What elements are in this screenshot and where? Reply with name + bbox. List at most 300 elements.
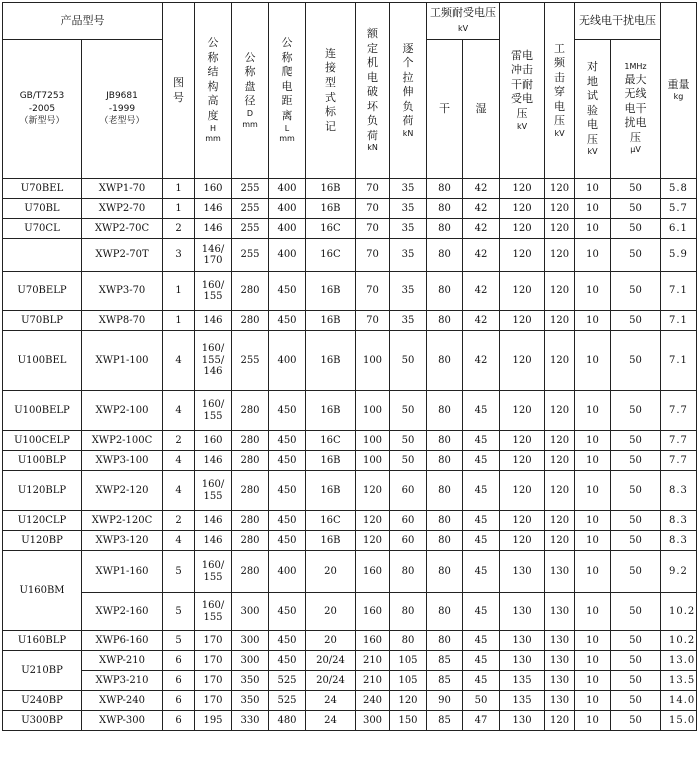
cell-old-model: XWP3-100 xyxy=(82,451,163,471)
figure-no-header: 图号 xyxy=(163,3,195,179)
cell-h: 195 xyxy=(195,711,232,731)
cell-light: 130 xyxy=(500,631,545,651)
cell-new-model: U70BLP xyxy=(3,311,82,331)
cell-old-model: XWP-210 xyxy=(82,651,163,671)
cell-fig: 6 xyxy=(163,691,195,711)
cell-old-model: XWP2-70 xyxy=(82,199,163,219)
cell-rf-kv: 10 xyxy=(575,199,611,219)
table-row xyxy=(3,391,697,431)
cell-new-model: U100BEL xyxy=(3,331,82,391)
cell-h: 160/ 155 xyxy=(195,551,232,593)
cell-h: 160/ 155 xyxy=(195,471,232,511)
cell-tens: 150 xyxy=(390,711,427,731)
cell-conn: 16B xyxy=(306,331,356,391)
cell-weight: 8.3 xyxy=(661,471,697,511)
cell-rf-kv: 10 xyxy=(575,179,611,199)
cell-l: 450 xyxy=(269,631,306,651)
cell-wet: 42 xyxy=(463,199,500,219)
cell-rf-uv: 50 xyxy=(611,471,661,511)
cell-mech: 100 xyxy=(356,451,390,471)
cell-h: 146 xyxy=(195,311,232,331)
table-row xyxy=(3,691,697,711)
cell-old-model: XWP2-70C xyxy=(82,219,163,239)
cell-dry: 80 xyxy=(427,593,463,631)
cell-d: 300 xyxy=(232,651,269,671)
cell-fig: 5 xyxy=(163,631,195,651)
cell-dry: 85 xyxy=(427,711,463,731)
cell-d: 350 xyxy=(232,671,269,691)
cell-l: 400 xyxy=(269,331,306,391)
cell-light: 120 xyxy=(500,311,545,331)
cell-weight: 10.2 xyxy=(661,593,697,631)
cell-rf-kv: 10 xyxy=(575,531,611,551)
cell-dry: 80 xyxy=(427,272,463,311)
cell-mech: 70 xyxy=(356,272,390,311)
cell-rf-kv: 10 xyxy=(575,511,611,531)
cell-wet: 42 xyxy=(463,219,500,239)
rf-interference-header: 无线电干扰电压 xyxy=(575,3,661,40)
cell-l: 400 xyxy=(269,551,306,593)
cell-h: 146 xyxy=(195,219,232,239)
cell-d: 350 xyxy=(232,691,269,711)
cell-rf-uv: 50 xyxy=(611,199,661,219)
cell-weight: 7.1 xyxy=(661,331,697,391)
table-row xyxy=(3,179,697,199)
cell-punct: 120 xyxy=(545,239,575,272)
cell-fig: 2 xyxy=(163,431,195,451)
cell-d: 280 xyxy=(232,431,269,451)
cell-new-model: U100BELP xyxy=(3,391,82,431)
table-row xyxy=(3,272,697,311)
cell-conn: 20 xyxy=(306,631,356,651)
cell-light: 120 xyxy=(500,331,545,391)
cell-new-model: U100CELP xyxy=(3,431,82,451)
cell-rf-uv: 50 xyxy=(611,511,661,531)
cell-dry: 80 xyxy=(427,451,463,471)
puncture-header: 工频击穿电压 kV xyxy=(545,3,575,179)
cell-d: 255 xyxy=(232,219,269,239)
cell-old-model: XWP6-160 xyxy=(82,631,163,651)
cell-light: 120 xyxy=(500,179,545,199)
cell-l: 450 xyxy=(269,451,306,471)
cell-wet: 42 xyxy=(463,311,500,331)
cell-rf-uv: 50 xyxy=(611,272,661,311)
cell-old-model: XWP2-100C xyxy=(82,431,163,451)
pf-withstand-header: 工频耐受电压 kV xyxy=(427,3,500,40)
cell-l: 400 xyxy=(269,219,306,239)
cell-l: 450 xyxy=(269,531,306,551)
cell-light: 130 xyxy=(500,651,545,671)
cell-h: 160/ 155/ 146 xyxy=(195,331,232,391)
cell-conn: 16C xyxy=(306,431,356,451)
table-row xyxy=(3,531,697,551)
cell-fig: 4 xyxy=(163,451,195,471)
cell-h: 146 xyxy=(195,511,232,531)
cell-wet: 45 xyxy=(463,451,500,471)
cell-rf-kv: 10 xyxy=(575,551,611,593)
cell-light: 120 xyxy=(500,239,545,272)
cell-h: 170 xyxy=(195,631,232,651)
cell-rf-uv: 50 xyxy=(611,711,661,731)
cell-weight: 7.7 xyxy=(661,391,697,431)
cell-dry: 80 xyxy=(427,179,463,199)
cell-h: 160/ 155 xyxy=(195,272,232,311)
cell-wet: 50 xyxy=(463,691,500,711)
cell-fig: 2 xyxy=(163,511,195,531)
cell-mech: 100 xyxy=(356,431,390,451)
cell-rf-kv: 10 xyxy=(575,593,611,631)
weight-header: 重量 kg xyxy=(661,3,697,179)
cell-weight: 8.3 xyxy=(661,511,697,531)
cell-rf-kv: 10 xyxy=(575,651,611,671)
cell-rf-kv: 10 xyxy=(575,471,611,511)
cell-weight: 5.7 xyxy=(661,199,697,219)
cell-rf-uv: 50 xyxy=(611,531,661,551)
cell-new-model: U70BL xyxy=(3,199,82,219)
cell-d: 280 xyxy=(232,451,269,471)
cell-new-model: U160BLP xyxy=(3,631,82,651)
cell-new-model xyxy=(3,239,82,272)
cell-old-model: XWP-240 xyxy=(82,691,163,711)
cell-d: 280 xyxy=(232,391,269,431)
cell-d: 330 xyxy=(232,711,269,731)
cell-punct: 120 xyxy=(545,531,575,551)
cell-tens: 80 xyxy=(390,551,427,593)
cell-mech: 160 xyxy=(356,631,390,651)
header-row-1 xyxy=(3,3,697,40)
cell-light: 135 xyxy=(500,671,545,691)
diameter-header: 公称盘径 D mm xyxy=(232,3,269,179)
cell-l: 450 xyxy=(269,391,306,431)
table-row xyxy=(3,511,697,531)
cell-tens: 80 xyxy=(390,631,427,651)
cell-weight: 14.0 xyxy=(661,691,697,711)
cell-d: 255 xyxy=(232,199,269,219)
cell-conn: 16B xyxy=(306,391,356,431)
cell-dry: 80 xyxy=(427,551,463,593)
cell-mech: 300 xyxy=(356,711,390,731)
cell-rf-kv: 10 xyxy=(575,239,611,272)
table-row xyxy=(3,311,697,331)
table-row xyxy=(3,711,697,731)
cell-light: 130 xyxy=(500,711,545,731)
cell-old-model: XWP2-70T xyxy=(82,239,163,272)
cell-conn: 16B xyxy=(306,531,356,551)
cell-l: 400 xyxy=(269,179,306,199)
cell-h: 146 xyxy=(195,531,232,551)
cell-fig: 4 xyxy=(163,331,195,391)
jb-standard-header: JB9681 -1999 （老型号） xyxy=(82,40,163,179)
cell-old-model: XWP3-70 xyxy=(82,272,163,311)
cell-light: 120 xyxy=(500,511,545,531)
cell-d: 280 xyxy=(232,511,269,531)
cell-punct: 120 xyxy=(545,431,575,451)
cell-rf-kv: 10 xyxy=(575,671,611,691)
cell-light: 130 xyxy=(500,593,545,631)
table-row xyxy=(3,239,697,272)
cell-conn: 24 xyxy=(306,691,356,711)
cell-new-model: U70CL xyxy=(3,219,82,239)
cell-rf-kv: 10 xyxy=(575,391,611,431)
height-header: 公称结构高度 H mm xyxy=(195,3,232,179)
tension-load-header: 逐个拉伸负荷 kN xyxy=(390,3,427,179)
cell-rf-kv: 10 xyxy=(575,311,611,331)
cell-light: 130 xyxy=(500,551,545,593)
table-row xyxy=(3,471,697,511)
cell-rf-uv: 50 xyxy=(611,331,661,391)
cell-conn: 20/24 xyxy=(306,671,356,691)
cell-wet: 45 xyxy=(463,551,500,593)
cell-wet: 42 xyxy=(463,272,500,311)
cell-fig: 1 xyxy=(163,179,195,199)
cell-conn: 20/24 xyxy=(306,651,356,671)
cell-wet: 42 xyxy=(463,239,500,272)
cell-old-model: XWP2-160 xyxy=(82,593,163,631)
cell-tens: 50 xyxy=(390,431,427,451)
cell-wet: 45 xyxy=(463,471,500,511)
cell-fig: 2 xyxy=(163,219,195,239)
cell-old-model: XWP3-210 xyxy=(82,671,163,691)
cell-wet: 45 xyxy=(463,391,500,431)
cell-punct: 120 xyxy=(545,311,575,331)
cell-tens: 50 xyxy=(390,331,427,391)
cell-h: 170 xyxy=(195,651,232,671)
cell-d: 255 xyxy=(232,179,269,199)
cell-new-model: U120CLP xyxy=(3,511,82,531)
cell-wet: 42 xyxy=(463,179,500,199)
table-row xyxy=(3,671,697,691)
cell-dry: 80 xyxy=(427,219,463,239)
cell-rf-uv: 50 xyxy=(611,391,661,431)
cell-l: 400 xyxy=(269,199,306,219)
cell-mech: 160 xyxy=(356,551,390,593)
cell-light: 120 xyxy=(500,431,545,451)
table-row xyxy=(3,651,697,671)
cell-h: 160 xyxy=(195,179,232,199)
cell-dry: 80 xyxy=(427,239,463,272)
cell-old-model: XWP1-100 xyxy=(82,331,163,391)
cell-mech: 120 xyxy=(356,511,390,531)
rf-max-header: 1MHz 最大无线电干扰电压 μV xyxy=(611,40,661,179)
cell-light: 120 xyxy=(500,531,545,551)
spec-table-body xyxy=(3,179,697,731)
cell-rf-uv: 50 xyxy=(611,311,661,331)
cell-rf-uv: 50 xyxy=(611,631,661,651)
cell-dry: 80 xyxy=(427,431,463,451)
dry-header: 干 xyxy=(427,40,463,179)
cell-dry: 90 xyxy=(427,691,463,711)
cell-old-model: XWP8-70 xyxy=(82,311,163,331)
cell-light: 135 xyxy=(500,691,545,711)
table-row xyxy=(3,219,697,239)
cell-punct: 130 xyxy=(545,671,575,691)
cell-rf-kv: 10 xyxy=(575,691,611,711)
table-row xyxy=(3,631,697,651)
mech-load-header: 额定机电破坏负荷 kN xyxy=(356,3,390,179)
cell-fig: 5 xyxy=(163,593,195,631)
cell-tens: 60 xyxy=(390,511,427,531)
cell-d: 255 xyxy=(232,239,269,272)
cell-old-model: XWP2-120C xyxy=(82,511,163,531)
cell-punct: 120 xyxy=(545,451,575,471)
cell-l: 480 xyxy=(269,711,306,731)
cell-weight: 7.1 xyxy=(661,311,697,331)
cell-weight: 15.0 xyxy=(661,711,697,731)
cell-light: 120 xyxy=(500,199,545,219)
table-row xyxy=(3,199,697,219)
cell-weight: 9.2 xyxy=(661,551,697,593)
cell-mech: 70 xyxy=(356,219,390,239)
cell-rf-kv: 10 xyxy=(575,631,611,651)
cell-conn: 16B xyxy=(306,272,356,311)
cell-punct: 120 xyxy=(545,331,575,391)
cell-rf-kv: 10 xyxy=(575,451,611,471)
cell-tens: 35 xyxy=(390,179,427,199)
cell-tens: 35 xyxy=(390,239,427,272)
cell-wet: 45 xyxy=(463,651,500,671)
cell-h: 146 xyxy=(195,451,232,471)
cell-weight: 13.5 xyxy=(661,671,697,691)
cell-d: 280 xyxy=(232,551,269,593)
cell-punct: 120 xyxy=(545,179,575,199)
cell-rf-kv: 10 xyxy=(575,219,611,239)
table-row xyxy=(3,593,697,631)
cell-conn: 16B xyxy=(306,311,356,331)
cell-new-model: U120BLP xyxy=(3,471,82,511)
cell-l: 450 xyxy=(269,511,306,531)
cell-new-model: U160BM xyxy=(3,551,82,631)
cell-tens: 50 xyxy=(390,391,427,431)
cell-new-model: U210BP xyxy=(3,651,82,691)
cell-tens: 60 xyxy=(390,531,427,551)
cell-punct: 120 xyxy=(545,199,575,219)
cell-punct: 130 xyxy=(545,593,575,631)
cell-tens: 35 xyxy=(390,272,427,311)
cell-punct: 120 xyxy=(545,711,575,731)
cell-d: 280 xyxy=(232,311,269,331)
table-row xyxy=(3,431,697,451)
cell-h: 170 xyxy=(195,691,232,711)
creepage-header: 公称爬电距离 L mm xyxy=(269,3,306,179)
cell-l: 525 xyxy=(269,671,306,691)
cell-weight: 7.1 xyxy=(661,272,697,311)
cell-punct: 120 xyxy=(545,511,575,531)
cell-fig: 5 xyxy=(163,551,195,593)
cell-weight: 7.7 xyxy=(661,451,697,471)
cell-mech: 210 xyxy=(356,671,390,691)
cell-light: 120 xyxy=(500,451,545,471)
cell-wet: 45 xyxy=(463,593,500,631)
cell-tens: 120 xyxy=(390,691,427,711)
cell-tens: 60 xyxy=(390,471,427,511)
cell-mech: 240 xyxy=(356,691,390,711)
cell-new-model: U70BELP xyxy=(3,272,82,311)
cell-light: 120 xyxy=(500,272,545,311)
cell-wet: 45 xyxy=(463,511,500,531)
product-model-header: 产品型号 xyxy=(3,3,163,40)
cell-weight: 7.7 xyxy=(661,431,697,451)
cell-new-model: U100BLP xyxy=(3,451,82,471)
cell-mech: 70 xyxy=(356,199,390,219)
cell-new-model: U240BP xyxy=(3,691,82,711)
cell-fig: 4 xyxy=(163,471,195,511)
cell-tens: 35 xyxy=(390,199,427,219)
cell-h: 160 xyxy=(195,431,232,451)
cell-old-model: XWP3-120 xyxy=(82,531,163,551)
insulator-spec-table xyxy=(2,2,697,731)
cell-dry: 80 xyxy=(427,471,463,511)
cell-wet: 42 xyxy=(463,331,500,391)
cell-l: 450 xyxy=(269,311,306,331)
cell-fig: 4 xyxy=(163,531,195,551)
cell-wet: 47 xyxy=(463,711,500,731)
cell-mech: 70 xyxy=(356,239,390,272)
cell-punct: 130 xyxy=(545,551,575,593)
cell-wet: 45 xyxy=(463,531,500,551)
cell-weight: 13.0 xyxy=(661,651,697,671)
table-row xyxy=(3,551,697,593)
cell-new-model: U70BEL xyxy=(3,179,82,199)
cell-punct: 130 xyxy=(545,651,575,671)
cell-tens: 80 xyxy=(390,593,427,631)
cell-tens: 35 xyxy=(390,219,427,239)
rf-test-voltage-header: 对地试验电压 kV xyxy=(575,40,611,179)
insulator-spec-table-wrapper xyxy=(2,2,697,731)
cell-dry: 85 xyxy=(427,671,463,691)
cell-conn: 16B xyxy=(306,451,356,471)
cell-mech: 70 xyxy=(356,179,390,199)
cell-conn: 16C xyxy=(306,239,356,272)
cell-old-model: XWP2-120 xyxy=(82,471,163,511)
cell-wet: 45 xyxy=(463,671,500,691)
cell-weight: 10.2 xyxy=(661,631,697,651)
cell-mech: 120 xyxy=(356,471,390,511)
cell-mech: 100 xyxy=(356,391,390,431)
cell-fig: 1 xyxy=(163,272,195,311)
cell-conn: 20 xyxy=(306,551,356,593)
cell-punct: 120 xyxy=(545,471,575,511)
cell-rf-kv: 10 xyxy=(575,331,611,391)
cell-rf-uv: 50 xyxy=(611,179,661,199)
cell-conn: 24 xyxy=(306,711,356,731)
cell-punct: 120 xyxy=(545,272,575,311)
cell-dry: 80 xyxy=(427,631,463,651)
connection-header: 连接型式标记 xyxy=(306,3,356,179)
cell-d: 255 xyxy=(232,331,269,391)
cell-light: 120 xyxy=(500,219,545,239)
cell-fig: 3 xyxy=(163,239,195,272)
cell-fig: 4 xyxy=(163,391,195,431)
wet-header: 湿 xyxy=(463,40,500,179)
cell-dry: 80 xyxy=(427,311,463,331)
cell-conn: 16C xyxy=(306,511,356,531)
cell-l: 450 xyxy=(269,431,306,451)
cell-weight: 5.8 xyxy=(661,179,697,199)
cell-punct: 130 xyxy=(545,631,575,651)
cell-old-model: XWP1-160 xyxy=(82,551,163,593)
cell-rf-kv: 10 xyxy=(575,711,611,731)
cell-mech: 160 xyxy=(356,593,390,631)
cell-h: 146 xyxy=(195,199,232,219)
cell-d: 280 xyxy=(232,272,269,311)
cell-rf-uv: 50 xyxy=(611,651,661,671)
table-row xyxy=(3,331,697,391)
cell-dry: 80 xyxy=(427,199,463,219)
cell-rf-kv: 10 xyxy=(575,431,611,451)
cell-fig: 6 xyxy=(163,651,195,671)
cell-weight: 5.9 xyxy=(661,239,697,272)
cell-tens: 50 xyxy=(390,451,427,471)
